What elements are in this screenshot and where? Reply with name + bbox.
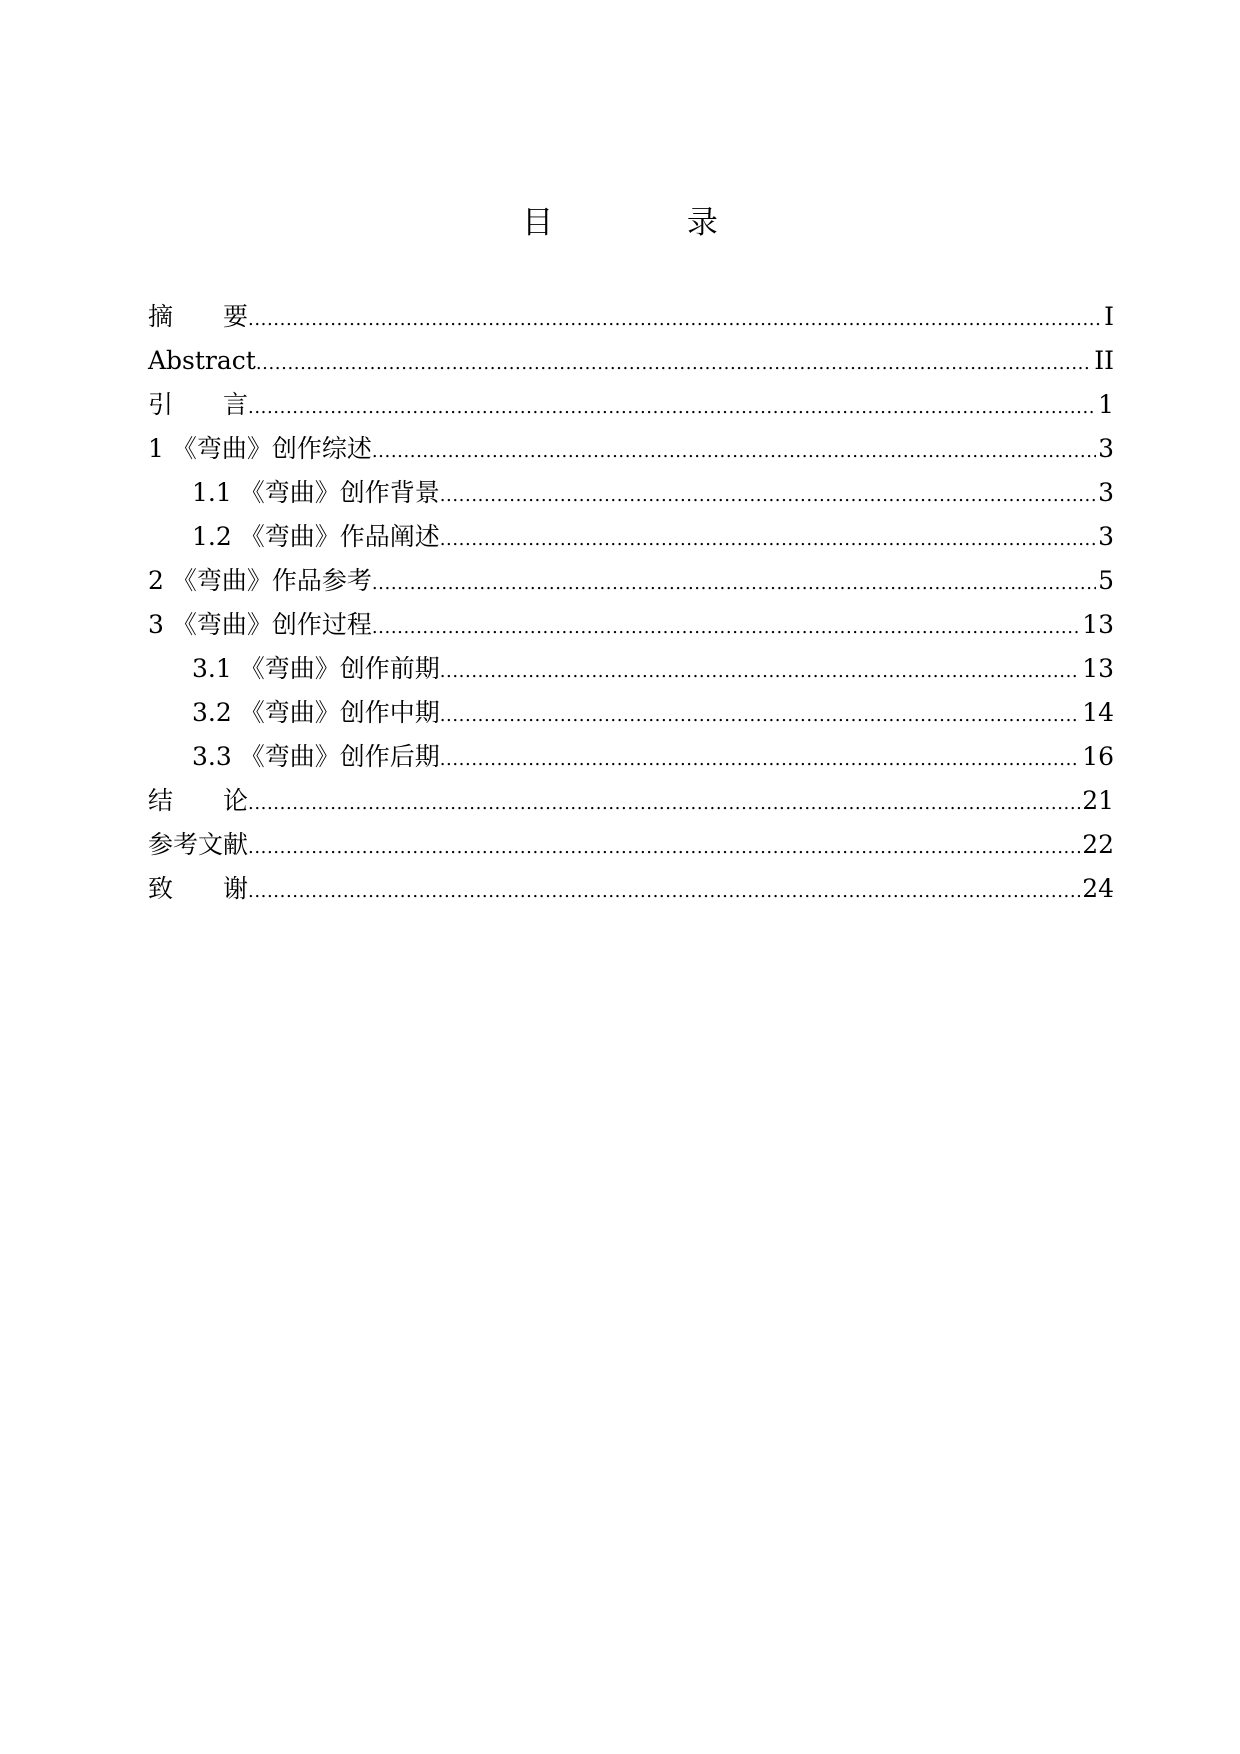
- toc-entry-label: 1 《弯曲》创作综述: [148, 434, 372, 463]
- toc-entry-page: 14: [1082, 698, 1114, 727]
- page-title: 目 录: [522, 205, 780, 241]
- toc-entry-page: II: [1094, 346, 1114, 375]
- toc-entry-page: 3: [1098, 522, 1114, 551]
- toc-entry-page: 24: [1082, 874, 1114, 903]
- toc-entry[interactable]: [148, 823, 1114, 867]
- toc-entry-label: 1.2 《弯曲》作品阐述: [192, 522, 440, 551]
- toc-entry-label: 3.3 《弯曲》创作后期: [192, 742, 440, 771]
- toc-dot-leader: [248, 826, 1080, 870]
- toc-entry-page: 21: [1082, 786, 1114, 815]
- toc-entry-label: 摘 要: [148, 302, 249, 331]
- toc-entry-label: Abstract: [148, 346, 256, 375]
- toc-entry-label: 2 《弯曲》作品参考: [148, 566, 372, 595]
- toc-dot-leader: [440, 694, 1080, 738]
- toc-dot-leader: [440, 518, 1096, 562]
- toc-entry-label: 结 论: [148, 786, 249, 815]
- toc-dot-leader: [256, 342, 1092, 386]
- toc-subentry[interactable]: [148, 647, 1114, 691]
- toc-entry[interactable]: [148, 867, 1114, 911]
- toc-list: [148, 295, 1114, 911]
- toc-entry-label: 参考文献: [148, 830, 249, 859]
- toc-dot-leader: [248, 782, 1080, 826]
- toc-dot-leader: [248, 298, 1102, 342]
- toc-entry[interactable]: [148, 779, 1114, 823]
- toc-dot-leader: [248, 870, 1080, 914]
- toc-entry-label: 致 谢: [148, 874, 249, 903]
- toc-subentry[interactable]: [148, 735, 1114, 779]
- toc-entry-page: 1: [1098, 390, 1114, 419]
- toc-entry-page: 3: [1098, 478, 1114, 507]
- toc-dot-leader: [372, 606, 1080, 650]
- toc-entry[interactable]: [148, 295, 1114, 339]
- toc-entry[interactable]: [148, 559, 1114, 603]
- toc-subentry[interactable]: [148, 691, 1114, 735]
- toc-entry-label: 引 言: [148, 390, 249, 419]
- toc-entry-page: 16: [1082, 742, 1114, 771]
- toc-dot-leader: [248, 386, 1096, 430]
- toc-entry[interactable]: [148, 383, 1114, 427]
- toc-dot-leader: [440, 650, 1080, 694]
- toc-subentry[interactable]: [148, 515, 1114, 559]
- toc-dot-leader: [372, 562, 1096, 606]
- toc-entry-label: 3.1 《弯曲》创作前期: [192, 654, 440, 683]
- toc-dot-leader: [372, 430, 1096, 474]
- toc-entry-page: 13: [1082, 654, 1114, 683]
- toc-entry-page: 5: [1098, 566, 1114, 595]
- toc-entry-page: 22: [1082, 830, 1114, 859]
- toc-entry-page: 3: [1098, 434, 1114, 463]
- toc-entry-label: 3 《弯曲》创作过程: [148, 610, 372, 639]
- toc-entry-page: I: [1104, 302, 1114, 331]
- toc-entry-label: 3.2 《弯曲》创作中期: [192, 698, 440, 727]
- toc-entry-label: 1.1 《弯曲》创作背景: [192, 478, 440, 507]
- toc-entry[interactable]: [148, 339, 1114, 383]
- toc-dot-leader: [440, 474, 1096, 518]
- toc-entry[interactable]: [148, 603, 1114, 647]
- toc-entry-page: 13: [1082, 610, 1114, 639]
- toc-dot-leader: [440, 738, 1080, 782]
- toc-subentry[interactable]: [148, 471, 1114, 515]
- toc-entry[interactable]: [148, 427, 1114, 471]
